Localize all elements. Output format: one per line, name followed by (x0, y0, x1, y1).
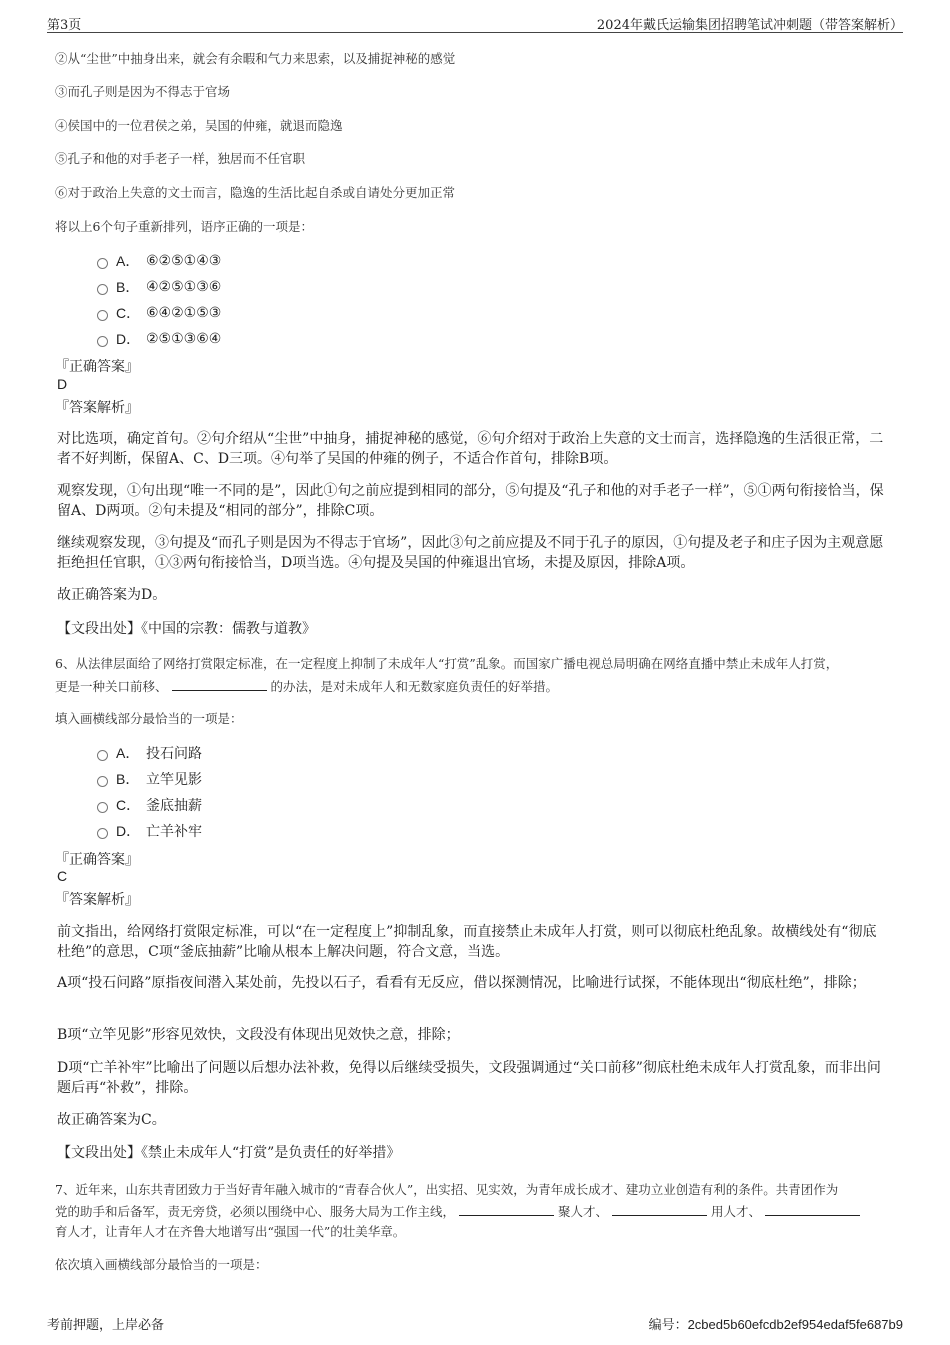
page-header (47, 12, 903, 33)
answer-label: 『正确答案』 (55, 852, 139, 868)
fill-blank (172, 678, 267, 691)
question-stem: 6、从法律层面给了网络打赏限定标准，在一定程度上抑制了未成年人“打赏”乱象。而国家广播电视总局明确在网络直播中禁止未成年人打赏， (55, 656, 839, 671)
sentence-3: ③而孔子则是因为不得志于官场 (55, 84, 231, 99)
source-citation: 【文段出处】《中国的宗教：儒教与道教》 (57, 621, 316, 637)
option-b[interactable]: B． 立竿见影 (97, 769, 202, 789)
question-stem: 更是一种关口前移、 的办法，是对未成年人和无数家庭负责任的好举措。 (55, 679, 559, 694)
option-c[interactable]: C． ⑥④②①⑤③ (97, 303, 221, 323)
analysis-conclusion: 故正确答案为C。 (57, 1112, 166, 1128)
page-number: 第3页 (47, 18, 82, 33)
option-a[interactable]: A． ⑥②⑤①④③ (97, 251, 221, 271)
radio-button[interactable] (97, 258, 108, 269)
radio-button[interactable] (97, 750, 108, 761)
radio-button[interactable] (97, 776, 108, 787)
option-b[interactable]: B． ④②⑤①③⑥ (97, 277, 221, 297)
question-stem: 党的助手和后备军，责无旁贷，必须以围绕中心、服务大局为工作主线， 聚人才、 用人才、 (55, 1202, 864, 1220)
radio-button[interactable] (97, 802, 108, 813)
answer-label: 『正确答案』 (55, 359, 139, 375)
analysis-paragraph: A项“投石问路”原指夜间潜入某处前，先投以石子，看看有无反应，借以探测情况，比喻进行试探，不能体现出“彻底杜绝”，排除； (57, 975, 866, 991)
source-citation: 【文段出处】《禁止未成年人“打赏”是负责任的好举措》 (57, 1145, 401, 1161)
analysis-paragraph: B项“立竿见影”形容见效快，文段没有体现出见效快之意，排除； (57, 1027, 460, 1043)
fill-blank (459, 1203, 554, 1216)
option-d[interactable]: D． 亡羊补牢 (97, 821, 202, 841)
fill-blank (612, 1203, 707, 1216)
analysis-paragraph: 继续观察发现，③句提及“而孔子则是因为不得志于官场”，因此③句之前应提及不同于孔子的原因，①句提及老子和庄子因为主观意愿拒绝担任官职，①③两句衔接恰当，D项当选。④句提及吴国的仲雍退出官场，未提及原因，排除A项。 (57, 535, 884, 571)
question-stem: 7、近年来，山东共青团致力于当好青年融入城市的“青春合伙人”，出实招、见实效，为青年成长成才、建功立业创造有利的条件。共青团作为 (55, 1182, 839, 1197)
option-a[interactable]: A． 投石问路 (97, 743, 202, 763)
analysis-label: 『答案解析』 (55, 400, 139, 416)
analysis-conclusion: 故正确答案为D。 (57, 587, 167, 603)
analysis-paragraph: 前文指出，给网络打赏限定标准，可以“在一定程度上”抑制乱象，而直接禁止未成年人打赏，则可以彻底杜绝乱象。故横线处有“彻底杜绝”的意思，C项“釜底抽薪”比喻从根本上解决问题，符合文意，当选。 (57, 924, 877, 960)
sentence-4: ④侯国中的一位君侯之弟，吴国的仲雍，就退而隐逸 (55, 118, 343, 133)
sentence-6: ⑥对于政治上失意的文士而言，隐逸的生活比起自杀或自请处分更加正常 (55, 185, 456, 200)
option-c[interactable]: C． 釜底抽薪 (97, 795, 202, 815)
sentence-2: ②从“尘世”中抽身出来，就会有余暇和气力来思索，以及捕捉神秘的感觉 (55, 51, 456, 66)
radio-button[interactable] (97, 336, 108, 347)
analysis-paragraph: 对比选项，确定首句。②句介绍从“尘世”中抽身，捕捉神秘的感觉，⑥句介绍对于政治上失意的文士而言，选择隐逸的生活很正常，二者不好判断，保留A、C、D三项。④句举了吴国的仲雍的例子，不适合作首句，排除B项。 (57, 431, 884, 467)
analysis-paragraph: D项“亡羊补牢”比喻出了问题以后想办法补救，免得以后继续受损失，文段强调通过“关口前移”彻底杜绝未成年人打赏乱象，而非出问题后再“补救”，排除。 (57, 1060, 881, 1096)
document-title: 2024年戴氏运输集团招聘笔试冲刺题（带答案解析） (596, 18, 903, 33)
footer-slogan: 考前押题，上岸必备 (47, 1318, 165, 1333)
analysis-paragraph: 观察发现，①句出现“唯一不同的是”，因此①句之前应提到相同的部分，⑤句提及“孔子和他的对手老子一样”，⑤①两句衔接恰当，保留A、D两项。②句未提及“相同的部分”，排除C项。 (57, 483, 884, 519)
radio-button[interactable] (97, 284, 108, 295)
answer-value: D (57, 376, 68, 392)
question-stem: 育人才，让青年人才在齐鲁大地谱写出“强国一代”的壮美华章。 (55, 1224, 406, 1239)
document-id: 编号：2cbed5b60efcdb2ef954edaf5fe687b9 (648, 1317, 903, 1332)
answer-value: C (57, 868, 68, 884)
question-prompt: 依次填入画横线部分最恰当的一项是： (55, 1257, 268, 1272)
sentence-5: ⑤孔子和他的对手老子一样，独居而不任官职 (55, 151, 306, 166)
analysis-label: 『答案解析』 (55, 892, 139, 908)
fill-blank (765, 1203, 860, 1216)
question-prompt: 将以上6个句子重新排列，语序正确的一项是： (55, 219, 313, 234)
radio-button[interactable] (97, 828, 108, 839)
question-prompt: 填入画横线部分最恰当的一项是： (55, 711, 243, 726)
option-d[interactable]: D． ②⑤①③⑥④ (97, 329, 221, 349)
radio-button[interactable] (97, 310, 108, 321)
